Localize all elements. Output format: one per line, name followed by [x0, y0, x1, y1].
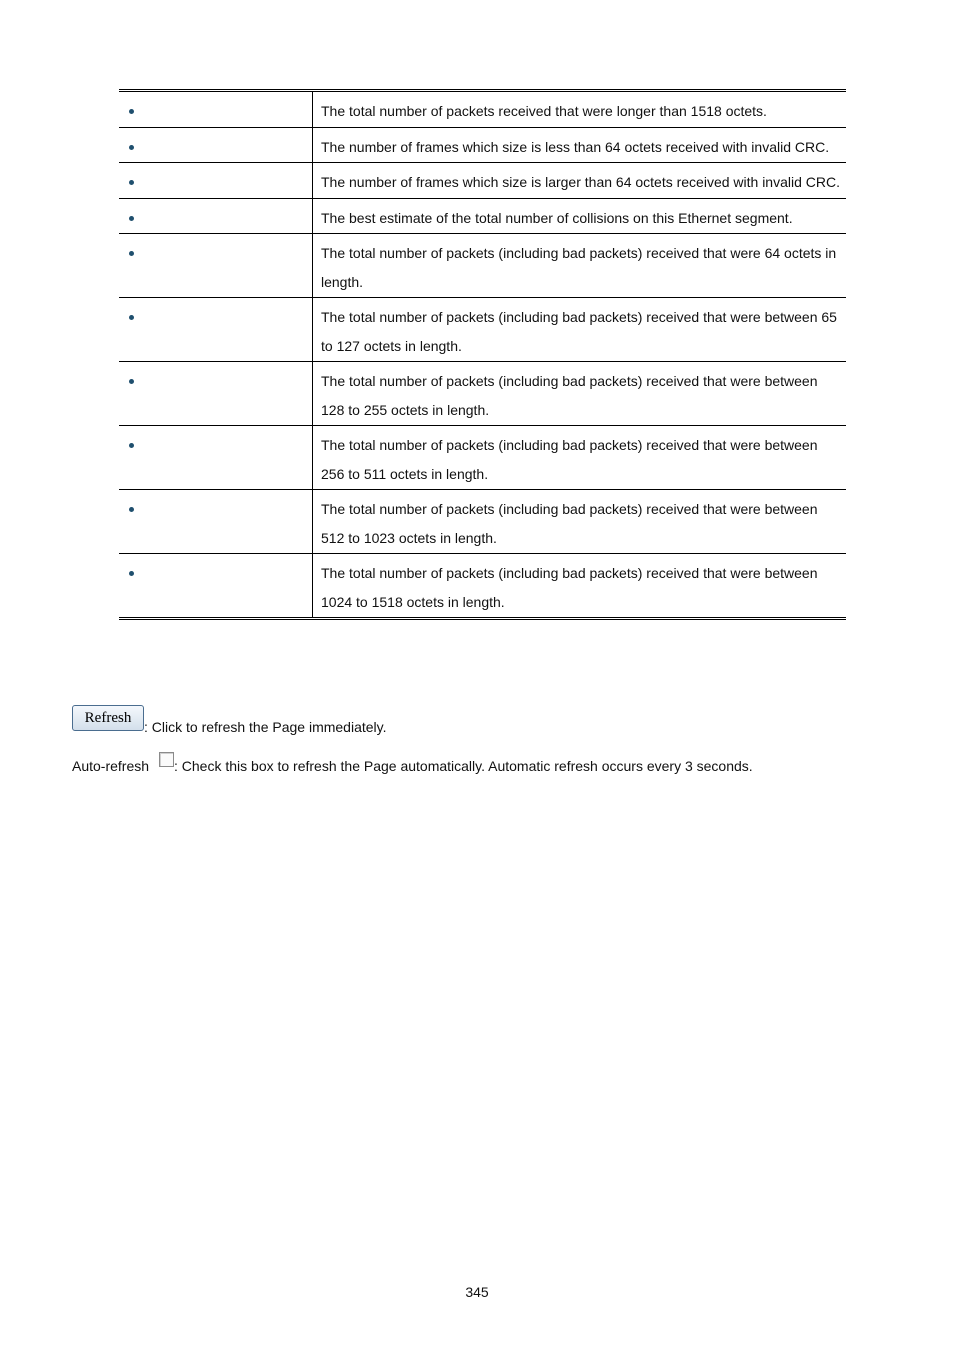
counter-description-cell: The total number of packets (including bad packets) received that were between 65 to 127 octets in length.	[313, 298, 847, 362]
counter-name-cell	[119, 234, 313, 298]
bullet-icon	[129, 180, 134, 185]
bullet-icon	[129, 507, 134, 512]
bullet-icon	[129, 443, 134, 448]
counter-description-cell: The number of frames which size is larger than 64 octets received with invalid CRC.	[313, 163, 847, 199]
bullet-icon	[129, 145, 134, 150]
bullet-icon	[129, 571, 134, 576]
counter-name-cell	[119, 163, 313, 199]
auto-refresh-label: Auto-refresh	[72, 758, 150, 774]
bullet-icon	[129, 109, 134, 114]
table-row	[119, 91, 846, 128]
counter-name-cell	[119, 198, 313, 234]
counter-description-cell: The total number of packets (including bad packets) received that were between 256 to 511 octets in length.	[313, 426, 847, 490]
table-row	[119, 198, 846, 234]
bullet-icon	[129, 216, 134, 221]
counter-description-cell: The total number of packets (including bad packets) received that were 64 octets in length.	[313, 234, 847, 298]
table-row	[119, 362, 846, 426]
auto-refresh-checkbox[interactable]	[159, 752, 174, 767]
auto-refresh-description: : Check this box to refresh the Page automatically. Automatic refresh occurs every 3 seconds.	[174, 758, 753, 774]
statistics-table-container	[119, 89, 846, 620]
table-row	[119, 163, 846, 199]
counter-name-cell	[119, 362, 313, 426]
refresh-button[interactable]: Refresh	[72, 705, 144, 731]
counter-name-cell	[119, 554, 313, 619]
counter-description-cell: The number of frames which size is less than 64 octets received with invalid CRC.	[313, 127, 847, 163]
counter-name-cell	[119, 490, 313, 554]
bullet-icon	[129, 251, 134, 256]
bullet-icon	[129, 379, 134, 384]
counter-description-cell: The total number of packets (including bad packets) received that were between 512 to 1023 octets in length.	[313, 490, 847, 554]
table-row	[119, 554, 846, 619]
table-row	[119, 298, 846, 362]
counter-name-cell	[119, 127, 313, 163]
table-row	[119, 127, 846, 163]
table-row	[119, 490, 846, 554]
counter-name-cell	[119, 426, 313, 490]
table-row	[119, 426, 846, 490]
page-number: 345	[465, 1284, 489, 1300]
counter-description-cell: The best estimate of the total number of collisions on this Ethernet segment.	[313, 198, 847, 234]
counter-name-cell	[119, 91, 313, 128]
counter-description-cell: The total number of packets (including bad packets) received that were between 1024 to 1518 octets in length.	[321, 565, 818, 610]
counter-description-cell: The total number of packets (including bad packets) received that were between 128 to 255 octets in length.	[313, 362, 847, 426]
bullet-icon	[129, 315, 134, 320]
counter-name-cell	[119, 298, 313, 362]
refresh-description: : Click to refresh the Page immediately.	[144, 719, 387, 735]
table-row	[119, 234, 846, 298]
counter-description-cell: The total number of packets received that were longer than 1518 octets.	[313, 91, 847, 128]
statistics-description-table	[119, 89, 846, 620]
